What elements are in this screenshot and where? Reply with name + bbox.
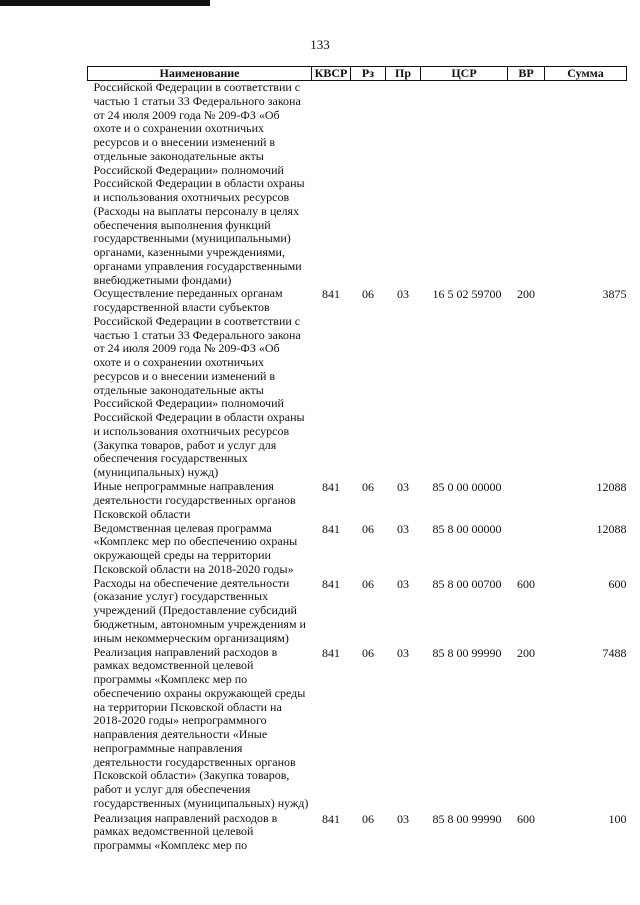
- row-pr: 03: [397, 480, 409, 495]
- row-rz: 06: [362, 521, 374, 536]
- row-rz: 06: [362, 645, 374, 660]
- page-number: 133: [310, 37, 330, 52]
- budget-table: [87, 66, 627, 856]
- row-name: Осуществление переданных органам государственной власти субъектов Российской Федерации в соответствии с частью 1 статьи 33 Федерального закона от 24 июля 2009 года № 209-ФЗ «Об охоте и о сохранении охотничьих ресурсов и о внесении изменений в отдельные законодательные акты Российской Федерации» полномочий Российской Федерации в области охраны и использования охотничьих ресурсов (Закупка товаров, работ и услуг для обеспечения государственных (муниципальных) нужд): [93, 286, 305, 479]
- table-row: [88, 522, 627, 577]
- row-rz: 06: [362, 576, 374, 591]
- header-row: [88, 67, 627, 81]
- row-sum: [545, 81, 627, 288]
- header-kvsr: КВСР: [312, 67, 351, 81]
- row-csr: [421, 81, 508, 288]
- row-kvsr: 841: [322, 480, 340, 495]
- row-pr: 03: [397, 645, 409, 660]
- row-rz: 06: [362, 287, 374, 302]
- row-sum: 600: [608, 576, 627, 591]
- row-csr: 85 0 00 00000: [432, 480, 502, 495]
- row-rz: 06: [362, 480, 374, 495]
- row-name: Иные непрограммные направления деятельности государственных органов Псковской области: [93, 479, 296, 521]
- header-name: Наименование: [88, 67, 312, 81]
- row-kvsr: 841: [322, 521, 340, 536]
- row-kvsr: 841: [322, 287, 340, 302]
- top-scan-bar: [0, 0, 210, 6]
- table-row: [88, 287, 627, 480]
- row-vr: [508, 480, 545, 521]
- row-csr: 85 8 00 00700: [432, 576, 502, 591]
- header-vr: ВР: [508, 67, 545, 81]
- row-kvsr: 841: [322, 811, 340, 826]
- row-csr: 85 8 00 00000: [432, 521, 502, 536]
- row-kvsr: 841: [322, 645, 340, 660]
- row-csr: 85 8 00 99990: [432, 811, 502, 826]
- row-vr: 200: [517, 287, 535, 302]
- row-rz: [351, 81, 386, 288]
- row-vr: 600: [517, 576, 535, 591]
- row-csr: 85 8 00 99990: [432, 645, 502, 660]
- row-rz: 06: [362, 811, 374, 826]
- row-pr: 03: [397, 576, 409, 591]
- row-sum: 3875: [602, 287, 627, 302]
- row-name: Российской Федерации в соответствии с частью 1 статьи 33 Федерального закона от 24 июля 2009 года № 209-ФЗ «Об охоте и о сохранении охотничьих ресурсов и о внесении изменений в отдельные законодательные акты Российской Федерации» полномочий Российской Федерации в области охраны и использования охотничьих ресурсов (Расходы на выплаты персоналу в целях обеспечения выполнения функций государственными (муниципальными) органами, казенными учреждениями, органами управления государственными внебюджетными фондами): [93, 80, 305, 287]
- row-pr: [386, 81, 421, 288]
- row-vr: 200: [517, 645, 535, 660]
- row-sum: 7488: [602, 645, 627, 660]
- header-csr: ЦСР: [421, 67, 508, 81]
- row-sum: 12088: [596, 480, 627, 495]
- header-sum: Сумма: [545, 67, 627, 81]
- table-row: [88, 480, 627, 521]
- table-row: [88, 81, 627, 288]
- row-csr: 16 5 02 59700: [432, 287, 502, 302]
- row-name: Реализация направлений расходов в рамках ведомственной целевой программы «Комплекс мер по: [93, 810, 278, 852]
- header-rz: Рз: [351, 67, 386, 81]
- row-name: Реализация направлений расходов в рамках ведомственной целевой программы «Комплекс мер по обеспечению охраны окружающей среды на территории Псковской области на 2018-2020 годы» непрограммного направления деятельности «Иные непрограммные направления деятельности государственных органов Псковской области» (Закупка товаров, работ и услуг для обеспечения государственных (муниципальных) нужд): [93, 644, 309, 810]
- row-name: Ведомственная целевая программа «Комплекс мер по обеспечению охраны окружающей среды на территории Псковской области на 2018-2020 годы»: [93, 520, 298, 576]
- table-row: [88, 812, 627, 856]
- row-pr: 03: [397, 521, 409, 536]
- row-sum: 100: [608, 811, 627, 826]
- row-kvsr: 841: [322, 576, 340, 591]
- header-pr: Пр: [386, 67, 421, 81]
- row-pr: 03: [397, 287, 409, 302]
- row-vr: [508, 81, 545, 288]
- row-kvsr: [312, 81, 351, 288]
- table-row: [88, 646, 627, 812]
- row-sum: 12088: [596, 521, 627, 536]
- row-name: Расходы на обеспечение деятельности (оказание услуг) государственных учреждений (Предоставление субсидий бюджетным, автономным учреждениям и иным некоммерческим организациям): [93, 575, 306, 645]
- row-vr: [508, 522, 545, 577]
- table-row: [88, 577, 627, 646]
- row-vr: 600: [517, 811, 535, 826]
- row-pr: 03: [397, 811, 409, 826]
